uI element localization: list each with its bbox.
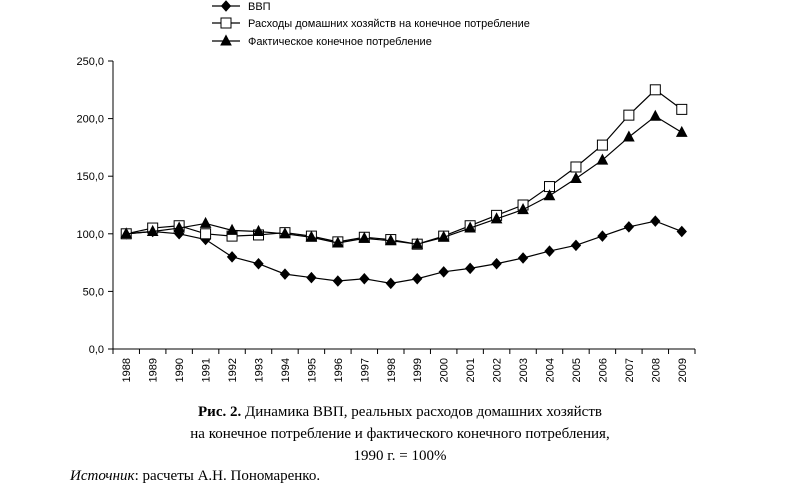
x-tick-label: 2000 bbox=[438, 358, 451, 383]
data-point-triangle bbox=[650, 111, 660, 121]
data-point-square bbox=[650, 85, 660, 95]
x-tick-label: 1999 bbox=[412, 358, 425, 383]
data-point-triangle bbox=[597, 155, 607, 165]
y-tick-label: 250,0 bbox=[76, 56, 104, 68]
caption-line-1: Динамика ВВП, реальных расходов домашних хозяйств bbox=[244, 404, 602, 420]
x-tick-label: 1988 bbox=[121, 358, 134, 383]
x-tick-label: 1996 bbox=[332, 358, 345, 383]
caption-line-3: 1990 г. = 100% bbox=[353, 448, 447, 464]
x-tick-label: 1991 bbox=[200, 358, 213, 383]
x-tick-label: 1992 bbox=[227, 358, 240, 383]
x-tick-label: 2007 bbox=[623, 358, 636, 383]
x-tick-label: 2001 bbox=[465, 358, 478, 383]
y-tick-label: 50,0 bbox=[82, 286, 104, 299]
data-point-square bbox=[677, 104, 687, 114]
y-tick-label: 200,0 bbox=[76, 113, 104, 126]
data-point-diamond bbox=[360, 274, 369, 284]
series-line-2 bbox=[126, 90, 682, 244]
x-tick-label: 1998 bbox=[385, 358, 398, 383]
data-point-diamond bbox=[307, 273, 316, 283]
data-point-diamond bbox=[386, 278, 395, 288]
data-point-diamond bbox=[571, 240, 580, 250]
source-label: Источник bbox=[70, 468, 135, 484]
data-point-diamond bbox=[519, 253, 528, 263]
data-point-diamond bbox=[545, 246, 554, 256]
legend-label: Фактическое конечное потребление bbox=[248, 36, 432, 48]
data-point-diamond bbox=[466, 263, 475, 273]
legend-marker-square bbox=[221, 18, 231, 28]
data-point-square bbox=[571, 162, 581, 172]
legend-label: ВВП bbox=[248, 1, 271, 13]
data-point-diamond bbox=[598, 231, 607, 241]
legend-marker-triangle bbox=[221, 36, 231, 46]
data-point-diamond bbox=[677, 226, 686, 236]
data-point-diamond bbox=[624, 222, 633, 232]
axes bbox=[76, 56, 695, 382]
y-tick-label: 150,0 bbox=[76, 171, 104, 184]
data-point-diamond bbox=[254, 259, 263, 269]
data-point-square bbox=[201, 229, 211, 239]
data-point-triangle bbox=[677, 127, 687, 136]
x-tick-label: 1994 bbox=[279, 358, 292, 383]
data-point-diamond bbox=[413, 274, 422, 284]
x-tick-label: 2003 bbox=[518, 358, 531, 383]
source-text: : расчеты А.Н. Пономаренко. bbox=[134, 468, 321, 484]
x-tick-label: 1990 bbox=[174, 358, 187, 383]
x-tick-label: 1995 bbox=[306, 358, 319, 383]
data-point-diamond bbox=[228, 252, 237, 262]
y-tick-label: 100,0 bbox=[76, 228, 104, 241]
data-point-triangle bbox=[201, 218, 211, 228]
figure-caption bbox=[0, 402, 800, 422]
caption-line-2: на конечное потребление и фактического конечного потребления, bbox=[190, 426, 610, 442]
data-point-diamond bbox=[492, 259, 501, 269]
legend-label: Расходы домашних хозяйств на конечное потребление bbox=[248, 18, 530, 30]
data-point-diamond bbox=[439, 267, 448, 277]
x-tick-label: 2005 bbox=[570, 358, 583, 383]
x-tick-label: 1989 bbox=[147, 358, 160, 383]
legend-marker-diamond bbox=[222, 1, 231, 11]
x-tick-label: 1993 bbox=[253, 358, 266, 383]
data-point-diamond bbox=[280, 269, 289, 279]
x-tick-label: 2006 bbox=[597, 358, 610, 383]
x-tick-label: 2004 bbox=[544, 358, 557, 383]
x-tick-label: 2009 bbox=[676, 358, 689, 383]
x-tick-label: 2002 bbox=[491, 358, 504, 383]
series-group bbox=[121, 85, 687, 289]
x-tick-label: 1997 bbox=[359, 358, 372, 383]
x-tick-label: 2008 bbox=[650, 358, 663, 383]
data-point-diamond bbox=[333, 276, 342, 286]
data-point-square bbox=[624, 110, 634, 120]
data-point-triangle bbox=[571, 173, 581, 183]
data-point-square bbox=[597, 140, 607, 150]
figure-label: Рис. 2. bbox=[198, 404, 242, 420]
source-note bbox=[70, 468, 320, 485]
data-point-triangle bbox=[624, 132, 634, 142]
legend bbox=[212, 1, 530, 48]
data-point-diamond bbox=[651, 216, 660, 226]
y-tick-label: 0,0 bbox=[88, 344, 104, 356]
